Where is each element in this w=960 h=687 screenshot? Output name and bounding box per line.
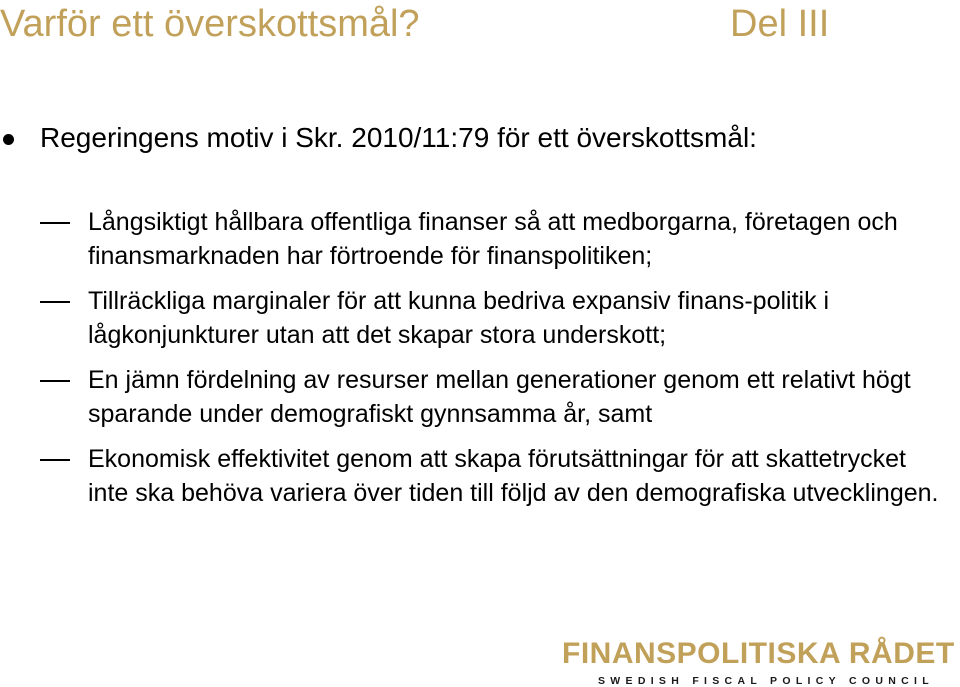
logo-name: FINANSPOLITISKA RÅDET xyxy=(562,637,955,670)
sub-bullet-item xyxy=(0,205,960,273)
part-label: Del III xyxy=(730,3,830,45)
slide-title: Varför ett överskottsmål? xyxy=(0,3,420,45)
main-bullet-text: Regeringens motiv i Skr. 2010/11:79 för ett överskottsmål: xyxy=(40,122,757,153)
dash-bullet-icon xyxy=(40,380,70,382)
dash-bullet-icon xyxy=(40,222,70,224)
sub-bullet-list xyxy=(0,205,960,521)
sub-bullet-item xyxy=(0,284,960,352)
sub-bullet-item xyxy=(0,363,960,431)
sub-bullet-text: Ekonomisk effektivitet genom att skapa förutsättningar för att skattetrycket inte ska behöva variera över tiden till följd av den demografiska utvecklingen. xyxy=(88,445,939,507)
sub-bullet-text: Tillräckliga marginaler för att kunna bedriva expansiv finans-politik i lågkonjunkturer utan att det skapar stora underskott; xyxy=(88,287,830,349)
sub-bullet-text: Långsiktigt hållbara offentliga finanser så att medborgarna, företagen och finansmarknaden har förtroende för finanspolitiken; xyxy=(88,208,898,270)
main-bullet xyxy=(0,120,760,156)
sub-bullet-item xyxy=(0,442,960,510)
fiscal-council-logo xyxy=(562,636,960,687)
bullet-dot-icon xyxy=(3,134,14,145)
logo-subtitle: SWEDISH FISCAL POLICY COUNCIL xyxy=(598,675,934,687)
dash-bullet-icon xyxy=(40,301,70,303)
sub-bullet-text: En jämn fördelning av resurser mellan generationer genom ett relativt högt sparande under demografiskt gynnsamma år, samt xyxy=(88,366,911,428)
dash-bullet-icon xyxy=(40,459,70,461)
